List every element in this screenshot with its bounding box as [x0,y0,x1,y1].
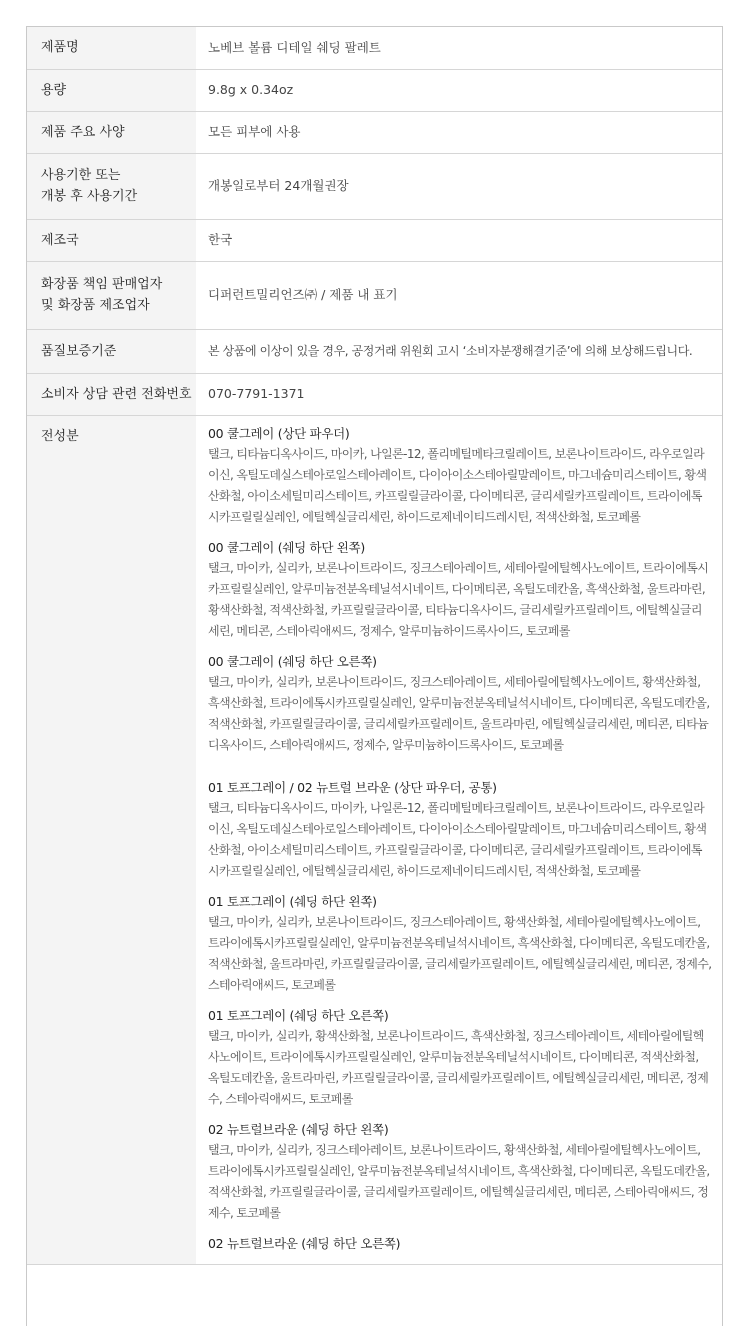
ingredient-block [208,1234,712,1254]
table-row [27,219,722,261]
product-info-frame [26,26,723,1326]
ingredients-label: 전성분 [27,415,196,1264]
shade-title: 00 쿨그레이 (쉐딩 하단 왼쪽) [208,539,365,555]
ingredient-block [208,892,712,996]
row-label: 제품명 [27,27,196,69]
row-label: 사용기한 또는 개봉 후 사용기간 [27,153,196,219]
ingredient-block [208,652,712,756]
ingredient-block [208,1006,712,1110]
ingredient-list: 탤크, 마이카, 실리카, 보론나이트라이드, 징크스테아레이트, 황색산화철, 세테아릴에틸헥사노에이트, 트라이에톡시카프릴릴실레인, 알루미늄전분옥테닐석시네이트, 흑색산화철, 다이메티콘, 옥틸도데칸올, 적색산화철, 울트라마린, 카프릴릴글라이콜, 글리세릴카프릴레이트, 에틸헥실글리세린, 메티콘, 정제수, 스테아릭애씨드, 토코페롤 [208,914,712,992]
ingredient-block [208,424,712,528]
table-row [27,329,722,373]
table-row [27,373,722,415]
row-label: 용량 [27,69,196,111]
shade-title: 02 뉴트럴브라운 (쉐딩 하단 오른쪽) [208,1235,401,1251]
row-value: 070-7791-1371 [196,373,722,415]
ingredient-list: 탤크, 티타늄디옥사이드, 마이카, 나일론-12, 폴리메틸메타크릴레이트, 보론나이트라이드, 라우로일라이신, 옥틸도데실스테아로일스테아레이트, 다이아이소스테아릴말레이트, 마그네슘미리스테이트, 황색산화철, 아이소세틸미리스테이트, 카프릴릴글라이콜, 다이메티콘, 글리세릴카프릴레이트, 트라이에톡시카프릴릴실레인, 에틸헥실글리세린, 하이드로제네이티드레시틴, 적색산화철, 토코페롤 [208,446,707,524]
row-value: 디퍼런트밀리언즈㈜ / 제품 내 표기 [196,261,722,329]
ingredients-value [196,415,722,1264]
ingredient-list: 탤크, 티타늄디옥사이드, 마이카, 나일론-12, 폴리메틸메타크릴레이트, 보론나이트라이드, 라우로일라이신, 옥틸도데실스테아로일스테아레이트, 다이아이소스테아릴말레이트, 마그네슘미리스테이트, 황색산화철, 아이소세틸미리스테이트, 카프릴릴글라이콜, 다이메티콘, 글리세릴카프릴레이트, 트라이에톡시카프릴릴실레인, 에틸헥실글리세린, 하이드로제네이티드레시틴, 적색산화철, 토코페롤 [208,800,707,878]
ingredient-block [208,778,712,882]
ingredient-list: 탤크, 마이카, 실리카, 보론나이트라이드, 징크스테아레이트, 세테아릴에틸헥사노에이트, 황색산화철, 흑색산화철, 트라이에톡시카프릴릴실레인, 알루미늄전분옥테닐석시네이트, 다이메티콘, 옥틸도데칸올, 적색산화철, 카프릴릴글라이콜, 글리세릴카프릴레이트, 울트라마린, 에틸헥실글리세린, 메티콘, 티타늄디옥사이드, 스테아릭애씨드, 정제수, 알루미늄하이드록사이드, 토코페롤 [208,674,710,752]
shade-title: 02 뉴트럴브라운 (쉐딩 하단 왼쪽) [208,1121,389,1137]
shade-title: 00 쿨그레이 (상단 파우더) [208,425,350,441]
table-row [27,27,722,69]
row-label: 화장품 책임 판매업자 및 화장품 제조업자 [27,261,196,329]
table-row [27,153,722,219]
row-label: 품질보증기준 [27,329,196,373]
shade-title: 01 토프그레이 / 02 뉴트럴 브라운 (상단 파우더, 공통) [208,779,497,795]
product-info-table [27,27,722,1265]
row-value: 한국 [196,219,722,261]
ingredient-list: 탤크, 마이카, 실리카, 보론나이트라이드, 징크스테아레이트, 세테아릴에틸헥사노에이트, 트라이에톡시카프릴릴실레인, 알루미늄전분옥테닐석시네이트, 다이메티콘, 옥틸도데칸올, 흑색산화철, 울트라마린, 황색산화철, 적색산화철, 카프릴릴글라이콜, 티타늄디옥사이드, 글리세릴카프릴레이트, 에틸헥실글리세린, 메티콘, 스테아릭애씨드, 정제수, 알루미늄하이드록사이드, 토코페롤 [208,560,709,638]
table-row [27,261,722,329]
row-value: 노베브 볼륨 디테일 쉐딩 팔레트 [196,27,722,69]
row-label: 제품 주요 사양 [27,111,196,153]
ingredient-block [208,1120,712,1224]
ingredient-list: 탤크, 마이카, 실리카, 징크스테아레이트, 보론나이트라이드, 황색산화철, 세테아릴에틸헥사노에이트, 트라이에톡시카프릴릴실레인, 알루미늄전분옥테닐석시네이트, 흑색산화철, 다이메티콘, 옥틸도데칸올, 적색산화철, 카프릴릴글라이콜, 글리세릴카프릴레이트, 에틸헥실글리세린, 메티콘, 스테아릭애씨드, 정제수, 토코페롤 [208,1142,710,1220]
ingredients-row [27,415,722,1264]
row-value: 9.8g x 0.34oz [196,69,722,111]
table-row [27,111,722,153]
ingredient-block [208,538,712,642]
row-value: 본 상품에 이상이 있을 경우, 공정거래 위원회 고시 ‘소비자분쟁해결기준’에 의해 보상해드립니다. [196,329,722,373]
shade-title: 00 쿨그레이 (쉐딩 하단 오른쪽) [208,653,377,669]
shade-title: 01 토프그레이 (쉐딩 하단 왼쪽) [208,893,377,909]
row-value: 모든 피부에 사용 [196,111,722,153]
row-label: 제조국 [27,219,196,261]
row-value: 개봉일로부터 24개월권장 [196,153,722,219]
ingredient-list: 탤크, 마이카, 실리카, 황색산화철, 보론나이트라이드, 흑색산화철, 징크스테아레이트, 세테아릴에틸헥사노에이트, 트라이에톡시카프릴릴실레인, 알루미늄전분옥테닐석시네이트, 다이메티콘, 적색산화철, 옥틸도데칸올, 울트라마린, 카프릴릴글라이콜, 글리세릴카프릴레이트, 에틸헥실글리세린, 메티콘, 정제수, 스테아릭애씨드, 토코페롤 [208,1028,709,1106]
table-row [27,69,722,111]
row-label: 소비자 상담 관련 전화번호 [27,373,196,415]
shade-title: 01 토프그레이 (쉐딩 하단 오른쪽) [208,1007,389,1023]
